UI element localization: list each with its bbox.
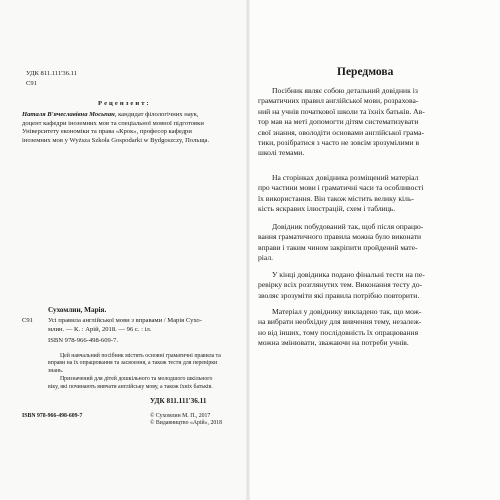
preface-paragraph: У кінці довідника подано фінальні тести на пе- ревірку всіх розглянутих тем. Виконання тесту до- зволяє зрозуміти які правила потрібно повторити.: [258, 270, 425, 300]
classification-code-bottom: С91: [22, 317, 33, 324]
author-heading: Сухомлин, Марія.: [48, 306, 107, 314]
catalog-line: Усі правила англійської мови з вправами / Марія Сухо-: [48, 317, 202, 324]
description-line: знань.: [48, 367, 64, 374]
catalog-line: ISBN 978-966-498-609-7.: [48, 337, 118, 345]
book-description: [48, 353, 221, 391]
copyright-line: © Видавництво «Арій», 2018: [150, 420, 223, 427]
copyright-notice: [150, 413, 222, 428]
preface-heading: Передмова: [337, 66, 394, 78]
description-line: Призначений для дітей дошкільного та молодшого шкільного: [60, 376, 213, 383]
page-gutter: [246, 0, 250, 500]
reviewers-title: Р е ц е н з е н т :: [98, 100, 149, 107]
copyright-line: © Сухомлин М. П., 2017: [150, 413, 211, 419]
description-line: Цей навчальний посібник містить основні граматичні правила та: [60, 353, 221, 359]
udk-bottom: УДК 811.111'36.11: [150, 397, 207, 405]
preface-paragraph: На сторінках довідника розміщений матеріал про частини мови і граматичні часи та особливості їх використання. Він також містить велику кіль- кість яскравих ілюстрацій, схем і таблиць.: [258, 173, 424, 214]
preface-paragraph: Посібник являє собою детальний довідник із граматичних правил англійської мови, розрахова- ний на учнів початкової школи та їхніх батьків. Ав- тор мав на меті допомогти дітям систематизувати свої знання, оволодіти основами англійської грама- тики, розібратися з часто не зовсім зрозумілими в школі темами.: [258, 86, 425, 158]
catalog-line: млин. — К. : Арій, 2018. — 96 с. : іл.: [48, 325, 152, 333]
catalog-entry: [48, 317, 202, 346]
reviewer-line: іноземних мов у Wyższa Szkoła Gospodarki w Bydgoszczy, Польща.: [22, 136, 210, 144]
reviewer-line: доцент кафедри іноземних мов та спеціальної мовної підготовки: [22, 119, 204, 127]
isbn: ISBN 978-966-498-609-7: [22, 413, 83, 419]
reviewer-line: Університету економіки та права «Крок», професор кафедри: [22, 128, 192, 136]
reviewer-name: Наталя В'ячеславівна Мосьпан: [22, 111, 115, 118]
reviewer-info: Наталя В'ячеславівна Мосьпан, кандидат філологічних наук, доцент кафедри іноземних мов та спеціальної мовної підготовки Університету економіки та права «Крок», професор кафедри іноземних мов у Wyższa Szkoła Gospodarki w Bydgoszczy, Польща.: [22, 111, 210, 144]
preface-paragraph: Матеріал у довіднику викладено так, що мож- на вибрати необхідну для вивчення тему, незалеж- но від інших, тому послідовність їх опрацювання можна змінювати, зважаючи на потреби учнів.: [258, 307, 422, 348]
description-line: вправи на їх опрацювання та засвоєння, а також тести для перевірки: [48, 360, 218, 367]
classification-code-top: С91: [26, 80, 37, 87]
description-line: віку, які починають вивчати англійську мову, а також їхніх батьків.: [48, 383, 213, 390]
udk-top: УДК 811.111'36.11: [26, 70, 78, 77]
preface-paragraph: Довідник побудований так, щоб після опрацю- вання граматичного правила можна було виконати вправи і таким чином закріпити пройдений мате- ріал.: [258, 222, 424, 263]
